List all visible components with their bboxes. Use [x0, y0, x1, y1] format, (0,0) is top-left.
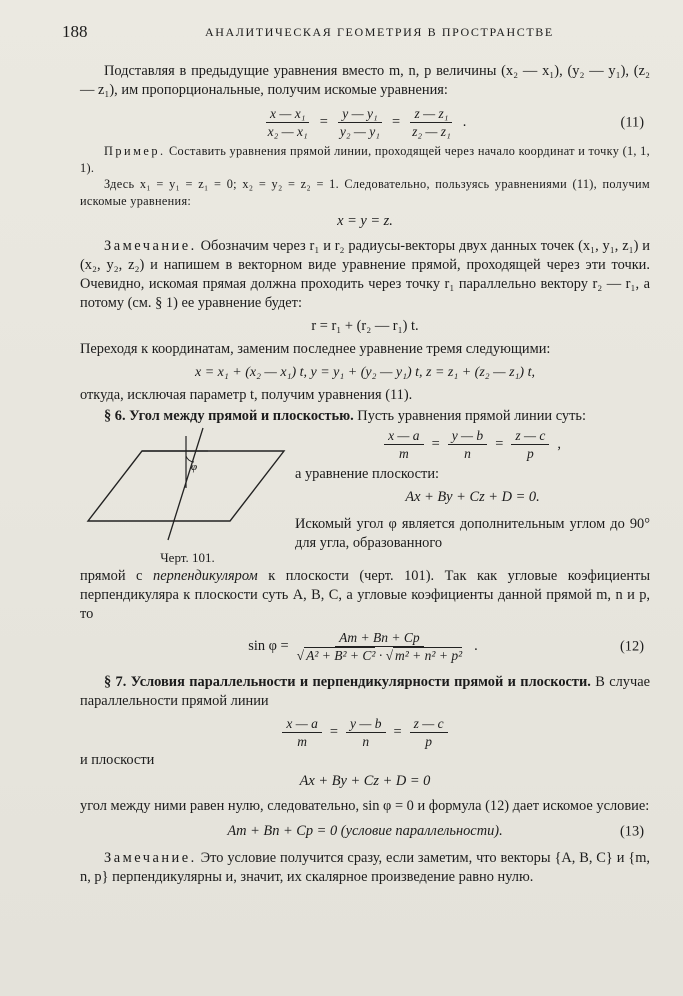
fraction-x: $\frac{\text{x — x₁}}{\text{x₂ — x₁}}$ — [267, 106, 308, 139]
condition-text: угол между ними равен нулю, следовательно, sin φ = 0 и формула (12) дает искомое условие: — [80, 798, 650, 814]
sin-fraction: $\frac{Am + Bn + Cp}{\text{√ A² + B² + C² · √ m² + n² + p²}}$ — [296, 630, 463, 663]
plane-equation-2: Ax + By + Cz + D = 0 — [299, 773, 431, 789]
section-6-heading: § 6. Угол между прямой и плоскостью. — [104, 408, 354, 424]
example-paragraph — [80, 143, 650, 176]
paragraph-substitution: Подставляя в предыдущие уравнения вместо m, n, p величины (x₂ — x₁), (y₂ — y₁), (z₂ — z₁), им пропорциональные, получим искомые уравнения: — [80, 63, 650, 98]
page-body — [80, 62, 650, 887]
fraction-y: $\frac{\text{y — y₁}}{\text{y₂ — y₁}}$ — [339, 106, 380, 139]
plane-equation: Ax + By + Cz + D = 0. — [405, 489, 540, 505]
remark-text: Обозначим через r₁ и r₂ радиусы-векторы двух данных точек (x₁, y₁, z₁) и (x₂, y₂, z₂) и напишем в векторном виде уравнение прямой, проходящей через эти точки. Очевидно, искомая прямая должна проходить через точку r₁ параллельно вектору r₂ — r₁, а потому (см. § 1) ее уравнение будет: — [80, 238, 650, 311]
example-label: Пример. — [104, 144, 166, 158]
remark-2-text: Это условие получится сразу, если заметим, что векторы {A, B, C} и {m, n, p} перпендикулярны и, значит, их скалярное произведение равно нулю. — [80, 850, 650, 885]
running-title: АНАЛИТИЧЕСКАЯ ГЕОМЕТРИЯ В ПРОСТРАНСТВЕ — [205, 25, 554, 39]
remark-label: Замечание. — [104, 238, 197, 254]
emphasized-term: перпендикуляром — [153, 568, 258, 584]
equation-12: sin φ = $\frac{Am + Bn + Cp}{\text{√ A² + B² + C² · √ m² + n² + p²}}$ . (12) — [248, 630, 644, 663]
angle-label: φ — [191, 461, 198, 473]
plane-intro: а уравнение плоскости: — [295, 466, 440, 482]
section-7-heading: § 7. Условия параллельности и перпендикулярности прямой и плоскости. — [104, 674, 591, 690]
plane-intro-2: и плоскости — [80, 752, 155, 768]
line-equations-2: $\frac{x — a}{m}$ = $\frac{y — b}{n}$ = $\frac{z — c}{p}$ — [80, 716, 650, 749]
example-solution: Здесь x₁ = y₁ = z₁ = 0; x₂ = y₂ = z₂ = 1. Следовательно, пользуясь уравнениями (11), получим искомые уравнения: — [80, 177, 650, 208]
equation-number: (12) — [620, 638, 644, 654]
example-result: x = y = z. — [337, 213, 393, 229]
figure-block — [80, 426, 650, 567]
perpendicular-paragraph: прямой с перпендикуляром к плоскости (черт. 101). Так как угловые коэфициенты перпендикуляра к плоскости суть A, B, C, а угловые коэфициенты данной прямой m, n и p, то — [80, 568, 650, 622]
figure-side-text — [295, 426, 650, 553]
equation-number: (11) — [620, 114, 644, 130]
plane-line-diagram — [80, 426, 290, 544]
line-equations: $\frac{x — a}{m}$ = $\frac{y — b}{n}$ = $\frac{z — c}{p}$ , — [295, 428, 650, 461]
angle-text: Искомый угол φ является дополнительным углом до 90° для угла, образованного — [295, 516, 650, 551]
section-7-text: В случае параллельности прямой линии — [80, 674, 650, 709]
fraction-z: $\frac{\text{z — z₁}}{\text{z₂ — z₁}}$ — [412, 106, 451, 139]
figure-101 — [80, 426, 295, 567]
page-header — [0, 22, 683, 42]
equation-13 — [80, 822, 650, 841]
equation-11: $\frac{\text{x — x₁}}{\text{x₂ — x₁}}$ = $\frac{\text{y — y₁}}{\text{y₂ — y₁}}$ = $\frac{\text{z — z₁}}{\text{z₂ — z₁}}$ . (11) — [80, 106, 650, 139]
equation-number: (13) — [620, 823, 644, 839]
remark-2-paragraph — [80, 849, 650, 887]
vector-equation: r = r₁ + (r₂ — r₁) t. — [311, 318, 419, 334]
parallel-condition: Am + Bn + Cp = 0 (условие параллельности). — [227, 823, 503, 839]
example-text: Составить уравнения прямой линии, проходящей через начало координат и точку (1, 1, 1). — [80, 144, 650, 175]
figure-caption: Черт. 101. — [160, 550, 215, 565]
elimination-text: откуда, исключая параметр t, получим уравнения (11). — [80, 387, 413, 403]
section-6-text: Пусть уравнения прямой линии суть: — [357, 408, 586, 424]
remark-2-label: Замечание. — [104, 850, 197, 866]
section-6-paragraph — [80, 407, 650, 426]
section-7-paragraph — [80, 673, 650, 711]
coordinates-paragraph: Переходя к координатам, заменим последнее уравнение тремя следующими: — [80, 341, 551, 357]
page-number: 188 — [62, 22, 88, 41]
sin-lhs: sin φ = — [248, 638, 289, 654]
remark-paragraph — [80, 237, 650, 313]
parametric-equations: x = x₁ + (x₂ — x₁) t, y = y₁ + (y₂ — y₁) t, z = z₁ + (z₂ — z₁) t, — [195, 365, 535, 380]
